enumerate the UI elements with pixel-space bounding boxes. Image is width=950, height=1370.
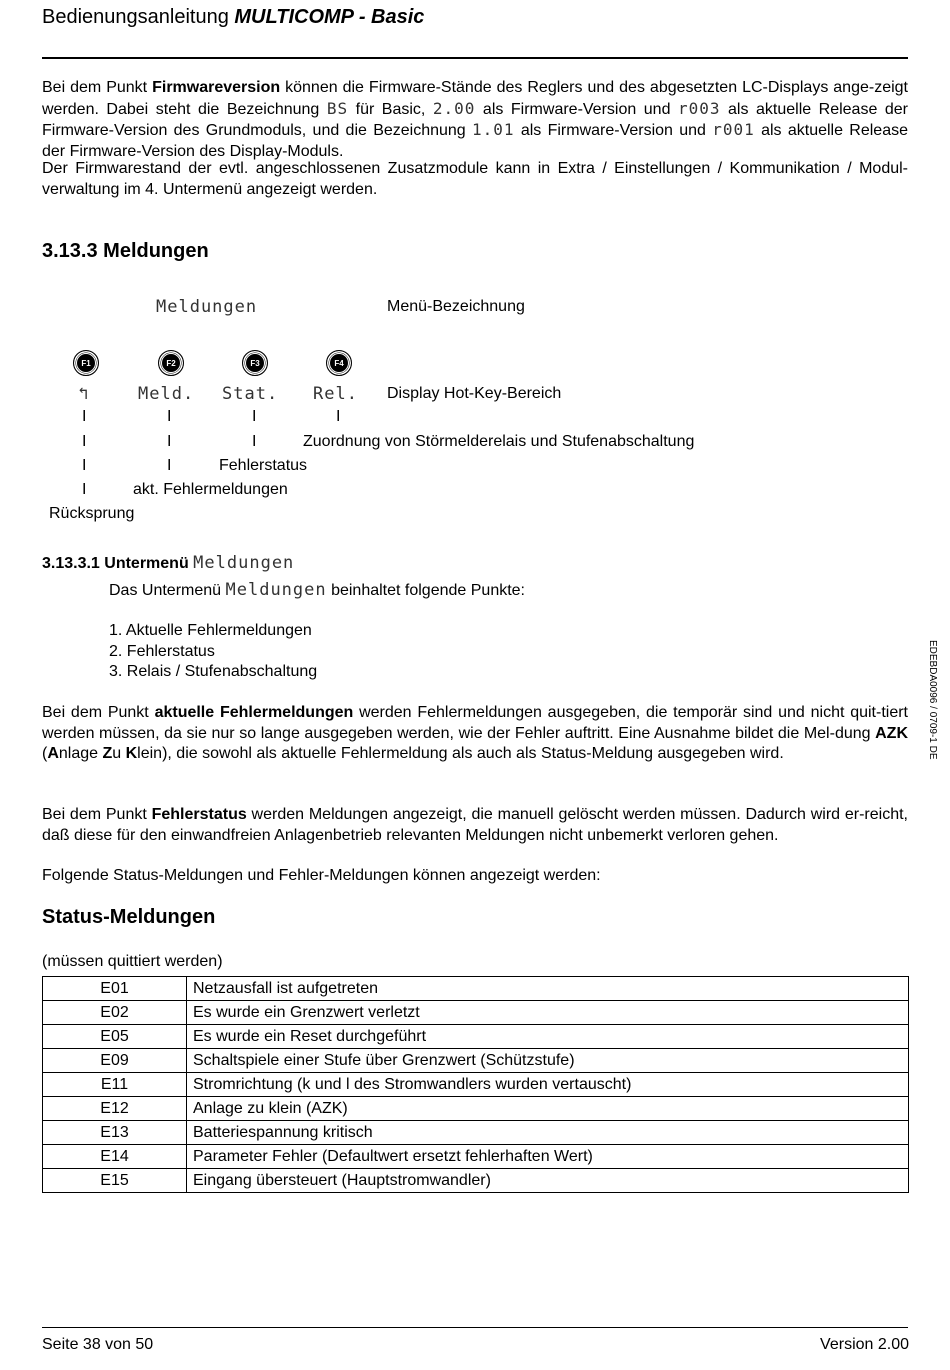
code-cell: E09: [43, 1049, 187, 1073]
text: u: [112, 745, 126, 762]
text: Bei dem Punkt: [42, 79, 153, 96]
f3-label: F3: [245, 353, 265, 373]
f4-key-icon: [326, 350, 352, 376]
letter: K: [125, 745, 138, 762]
submenu-list: [109, 621, 317, 683]
connector-bar: I: [82, 457, 87, 474]
text-cell: Schaltspiele einer Stufe über Grenzwert (Schützstufe): [187, 1049, 909, 1073]
hotkey-stat: Stat.: [222, 384, 279, 404]
connector-bar: I: [167, 433, 172, 450]
hotkey-meld: Meld.: [138, 384, 195, 404]
page-header: [42, 6, 424, 29]
text-cell: Batteriespannung kritisch: [187, 1121, 909, 1145]
text-cell: Eingang übersteuert (Hauptstromwandler): [187, 1169, 909, 1193]
text: (: [42, 745, 48, 762]
desc-ruecksprung: Rücksprung: [49, 505, 135, 522]
f2-label: F2: [161, 353, 181, 373]
table-row: [43, 1097, 909, 1121]
term-fehlerstatus: Fehlerstatus: [151, 806, 247, 823]
hotkey-rel: Rel.: [313, 384, 358, 404]
f2-key-icon: [158, 350, 184, 376]
code-cell: E11: [43, 1073, 187, 1097]
section-title: 3.13.3 Meldungen: [42, 240, 209, 262]
text-cell: Anlage zu klein (AZK): [187, 1097, 909, 1121]
header-prefix: Bedienungsanleitung: [42, 6, 229, 28]
lcd-code-r001: r001: [712, 120, 755, 139]
code-cell: E05: [43, 1025, 187, 1049]
footer-rule: [42, 1327, 908, 1328]
firmware-paragraph: [42, 78, 908, 162]
header-brand: MULTICOMP - Basic: [234, 6, 425, 28]
menu-label: Menü-Bezeichnung: [387, 298, 525, 315]
code-cell: E15: [43, 1169, 187, 1193]
lcd-code-bs: BS: [326, 98, 349, 118]
table-row: [43, 1145, 909, 1169]
text-cell: Es wurde ein Reset durchgeführt: [187, 1025, 909, 1049]
list-item: 3. Relais / Stufenabschaltung: [109, 663, 318, 680]
firmware-modules-paragraph: Der Firmwarestand der evtl. angeschlossenen Zusatzmodule kann in Extra / Einstellungen / Kommunikation / Modul-verwaltung im 4. Untermenü angezeigt werden.: [42, 160, 908, 198]
connector-bar: I: [167, 408, 172, 425]
letter: A: [47, 745, 59, 762]
letter: Z: [102, 745, 113, 762]
text: beinhaltet folgende Punkte:: [326, 582, 525, 599]
table-row: [43, 1121, 909, 1145]
text: nlage: [58, 745, 103, 762]
status-paragraph: [42, 805, 908, 846]
version: Version 2.00: [820, 1336, 909, 1353]
text: als aktuelle Release der Firmware-Version des Grundmoduls, und die Bezeichnung: [42, 100, 908, 139]
desc-fehlerstatus: Fehlerstatus: [219, 457, 308, 474]
text: Das Untermenü: [109, 582, 226, 599]
text-cell: Es wurde ein Grenzwert verletzt: [187, 1001, 909, 1025]
code-cell: E02: [43, 1001, 187, 1025]
current-errors-paragraph: [42, 703, 908, 765]
submenu-title: [42, 553, 294, 573]
connector-bar: I: [252, 433, 257, 450]
list-item: 2. Fehlerstatus: [109, 642, 215, 660]
hotkey-back: ↰: [78, 384, 90, 404]
text: lein), die sowohl als aktuelle Fehlermeldung als auch als Status-Meldung ausgegeben wird.: [137, 745, 784, 762]
table-row: [43, 1049, 909, 1073]
code-cell: E01: [43, 977, 187, 1001]
header-rule: [42, 57, 908, 59]
text: als Firmware-Version und: [514, 122, 713, 139]
f4-label: F4: [329, 353, 349, 373]
submenu-intro-lcd: Meldungen: [225, 580, 327, 600]
desc-relais: Zuordnung von Störmelderelais und Stufenabschaltung: [303, 433, 695, 450]
term-current-errors: aktuelle Fehlermeldungen: [154, 704, 354, 721]
lcd-code-200: 2.00: [432, 98, 476, 118]
lcd-code-r003: r003: [677, 98, 721, 118]
connector-bar: I: [167, 457, 172, 474]
table-row: [43, 1169, 909, 1193]
document-code: EDEBDA0096 / 0709-1 DE: [927, 640, 938, 760]
text: für Basic,: [348, 100, 433, 118]
connector-bar: I: [336, 408, 341, 425]
status-title: Status-Meldungen: [42, 906, 216, 928]
f3-key-icon: [242, 350, 268, 376]
text: werden Fehlermeldungen ausgegeben, die temporär sind und nicht quit-tiert werden müssen, da sie nur so lange ausgegeben werden, wie der Fehler auftritt. Eine Ausnahme bildet die Mel-dung: [42, 704, 908, 742]
connector-bar: I: [82, 408, 87, 425]
table-row: [43, 1073, 909, 1097]
f1-key-icon: [73, 350, 99, 376]
desc-fehlermeldungen: akt. Fehlermeldungen: [133, 481, 288, 498]
page-number: Seite 38 von 50: [42, 1336, 154, 1353]
code-cell: E14: [43, 1145, 187, 1169]
text-cell: Parameter Fehler (Defaultwert ersetzt fehlerhaften Wert): [187, 1145, 909, 1169]
connector-bar: I: [252, 408, 257, 425]
submenu-title-text: 3.13.3.1 Untermenü: [42, 555, 194, 572]
connector-bar: I: [82, 433, 87, 450]
table-row: [43, 977, 909, 1001]
text: als aktuelle Release der Firmware-Version des Display-Moduls.: [42, 122, 909, 160]
term-firmwareversion: Firmwareversion: [152, 79, 281, 96]
text: Bei dem Punkt: [42, 704, 155, 721]
submenu-intro: [109, 580, 525, 600]
list-item: 1. Aktuelle Fehlermeldungen: [109, 622, 312, 639]
following-paragraph: Folgende Status-Meldungen und Fehler-Meldungen können angezeigt werden:: [42, 867, 601, 884]
submenu-title-lcd: Meldungen: [193, 553, 295, 573]
f1-label: F1: [76, 353, 96, 373]
term-azk: AZK: [875, 724, 908, 742]
text-cell: Stromrichtung (k und l des Stromwandlers wurden vertauscht): [187, 1073, 909, 1097]
text: werden Meldungen angezeigt, die manuell gelöscht werden müssen. Dadurch wird er-reicht, daß diese für den einwandfreien Anlagenbetrieb relevanten Meldungen nicht unbemerkt verloren gehen.: [42, 806, 909, 844]
text: als Firmware-Version und: [475, 100, 678, 118]
text: können die Firmware-Stände des Reglers und des abgesetzten LC-Displays ange-zeigt werden. Dabei steht die Bezeichnung: [42, 79, 909, 118]
lcd-code-101: 1.01: [472, 120, 515, 139]
text-cell: Netzausfall ist aufgetreten: [187, 977, 909, 1001]
status-table: [42, 976, 909, 1193]
code-cell: E12: [43, 1097, 187, 1121]
text: Bei dem Punkt: [42, 806, 152, 823]
connector-bar: I: [82, 481, 87, 498]
table-row: [43, 1025, 909, 1049]
table-row: [43, 1001, 909, 1025]
hotkey-label: Display Hot-Key-Bereich: [387, 385, 562, 402]
status-note: (müssen quittiert werden): [42, 953, 223, 970]
lcd-menu-name: Meldungen: [156, 297, 258, 317]
code-cell: E13: [43, 1121, 187, 1145]
